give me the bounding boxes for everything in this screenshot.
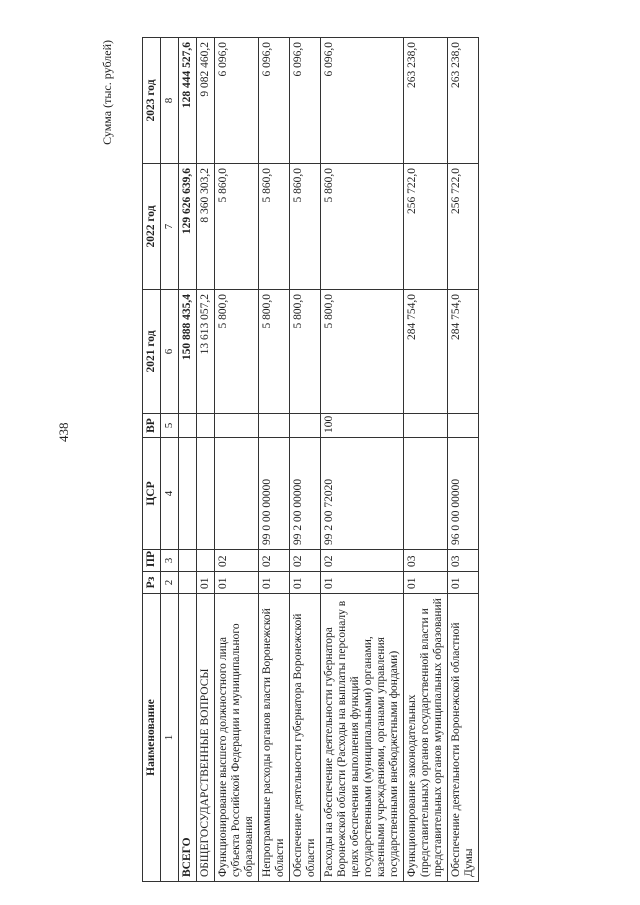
cell-2023: 263 238,0 <box>448 38 479 164</box>
cell-2023: 6 096,0 <box>259 38 290 164</box>
header-2022: 2022 год <box>143 164 161 290</box>
cell-pr <box>197 550 215 572</box>
table-row <box>259 38 290 882</box>
index-cell: 5 <box>161 414 179 438</box>
cell-csr: 96 0 00 00000 <box>448 438 479 550</box>
cell-csr: 99 2 00 72020 <box>321 438 404 550</box>
cell-2022: 5 860,0 <box>290 164 321 290</box>
cell-2023: 6 096,0 <box>215 38 259 164</box>
cell-2021: 284 754,0 <box>448 290 479 414</box>
cell-vr <box>179 414 197 438</box>
cell-csr: 99 0 00 00000 <box>259 438 290 550</box>
table-row <box>404 38 448 882</box>
header-2021: 2021 год <box>143 290 161 414</box>
cell-pr: 03 <box>404 550 448 572</box>
cell-csr <box>215 438 259 550</box>
cell-rz: 01 <box>259 572 290 594</box>
cell-2021: 13 613 057,2 <box>197 290 215 414</box>
header-rz: Рз <box>143 572 161 594</box>
budget-table <box>142 37 479 882</box>
cell-csr <box>197 438 215 550</box>
row-name: Функционирование высшего должностного лица субъекта Российской Федерации и муниципального образования <box>215 594 259 882</box>
cell-csr <box>179 438 197 550</box>
index-cell: 2 <box>161 572 179 594</box>
page-number: 438 <box>56 422 71 442</box>
index-cell: 8 <box>161 38 179 164</box>
cell-pr <box>179 550 197 572</box>
cell-pr: 03 <box>448 550 479 572</box>
index-cell: 6 <box>161 290 179 414</box>
index-cell: 7 <box>161 164 179 290</box>
total-row <box>179 38 197 882</box>
cell-rz: 01 <box>215 572 259 594</box>
cell-pr: 02 <box>259 550 290 572</box>
cell-2022: 256 722,0 <box>448 164 479 290</box>
index-cell: 1 <box>161 594 179 882</box>
table-row <box>290 38 321 882</box>
cell-vr: 100 <box>321 414 404 438</box>
row-name: Непрограммные расходы органов власти Воронежской области <box>259 594 290 882</box>
total-2022: 129 626 639,6 <box>179 164 197 290</box>
cell-vr <box>448 414 479 438</box>
table-row <box>321 38 404 882</box>
cell-rz: 01 <box>197 572 215 594</box>
total-2021: 150 888 435,4 <box>179 290 197 414</box>
cell-2023: 6 096,0 <box>321 38 404 164</box>
cell-2023: 6 096,0 <box>290 38 321 164</box>
cell-2022: 256 722,0 <box>404 164 448 290</box>
header-name: Наименование <box>143 594 161 882</box>
cell-rz: 01 <box>448 572 479 594</box>
row-name: Обеспечение деятельности Воронежской областной Думы <box>448 594 479 882</box>
table-row <box>197 38 215 882</box>
units-note: Сумма (тыс. рублей) <box>100 40 114 145</box>
total-2023: 128 444 527,6 <box>179 38 197 164</box>
cell-2022: 8 360 303,2 <box>197 164 215 290</box>
header-row <box>143 38 161 882</box>
row-name: Обеспечение деятельности губернатора Воронежской области <box>290 594 321 882</box>
cell-rz <box>179 572 197 594</box>
header-csr: ЦСР <box>143 438 161 550</box>
header-vr: ВР <box>143 414 161 438</box>
cell-vr <box>290 414 321 438</box>
index-cell: 3 <box>161 550 179 572</box>
table-row <box>448 38 479 882</box>
cell-2022: 5 860,0 <box>321 164 404 290</box>
cell-csr: 99 2 00 00000 <box>290 438 321 550</box>
cell-pr: 02 <box>321 550 404 572</box>
index-row <box>161 38 179 882</box>
header-2023: 2023 год <box>143 38 161 164</box>
cell-rz: 01 <box>321 572 404 594</box>
cell-2022: 5 860,0 <box>259 164 290 290</box>
table-row <box>215 38 259 882</box>
cell-2021: 5 800,0 <box>215 290 259 414</box>
cell-pr: 02 <box>290 550 321 572</box>
cell-2021: 284 754,0 <box>404 290 448 414</box>
cell-pr: 02 <box>215 550 259 572</box>
cell-2021: 5 800,0 <box>259 290 290 414</box>
row-name: ОБЩЕГОСУДАРСТВЕННЫЕ ВОПРОСЫ <box>197 594 215 882</box>
header-pr: ПР <box>143 550 161 572</box>
cell-2021: 5 800,0 <box>321 290 404 414</box>
cell-vr <box>404 414 448 438</box>
index-cell: 4 <box>161 438 179 550</box>
cell-2023: 263 238,0 <box>404 38 448 164</box>
cell-rz: 01 <box>404 572 448 594</box>
cell-2023: 9 082 460,2 <box>197 38 215 164</box>
cell-2021: 5 800,0 <box>290 290 321 414</box>
cell-2022: 5 860,0 <box>215 164 259 290</box>
total-label: ВСЕГО <box>179 594 197 882</box>
rotated-page-content <box>100 38 605 882</box>
cell-vr <box>259 414 290 438</box>
cell-vr <box>197 414 215 438</box>
row-name: Расходы на обеспечение деятельности губернатора Воронежской области (Расходы на выплаты персоналу в целях обеспечения выполнения функций государственными (муниципальными) органами, казенными учреждениями, органами управления государственными внебюджетными фондами) <box>321 594 404 882</box>
cell-vr <box>215 414 259 438</box>
cell-csr <box>404 438 448 550</box>
cell-rz: 01 <box>290 572 321 594</box>
row-name: Функционирование законодательных (представительных) органов государственной власти и представительных органов муниципальных образований <box>404 594 448 882</box>
